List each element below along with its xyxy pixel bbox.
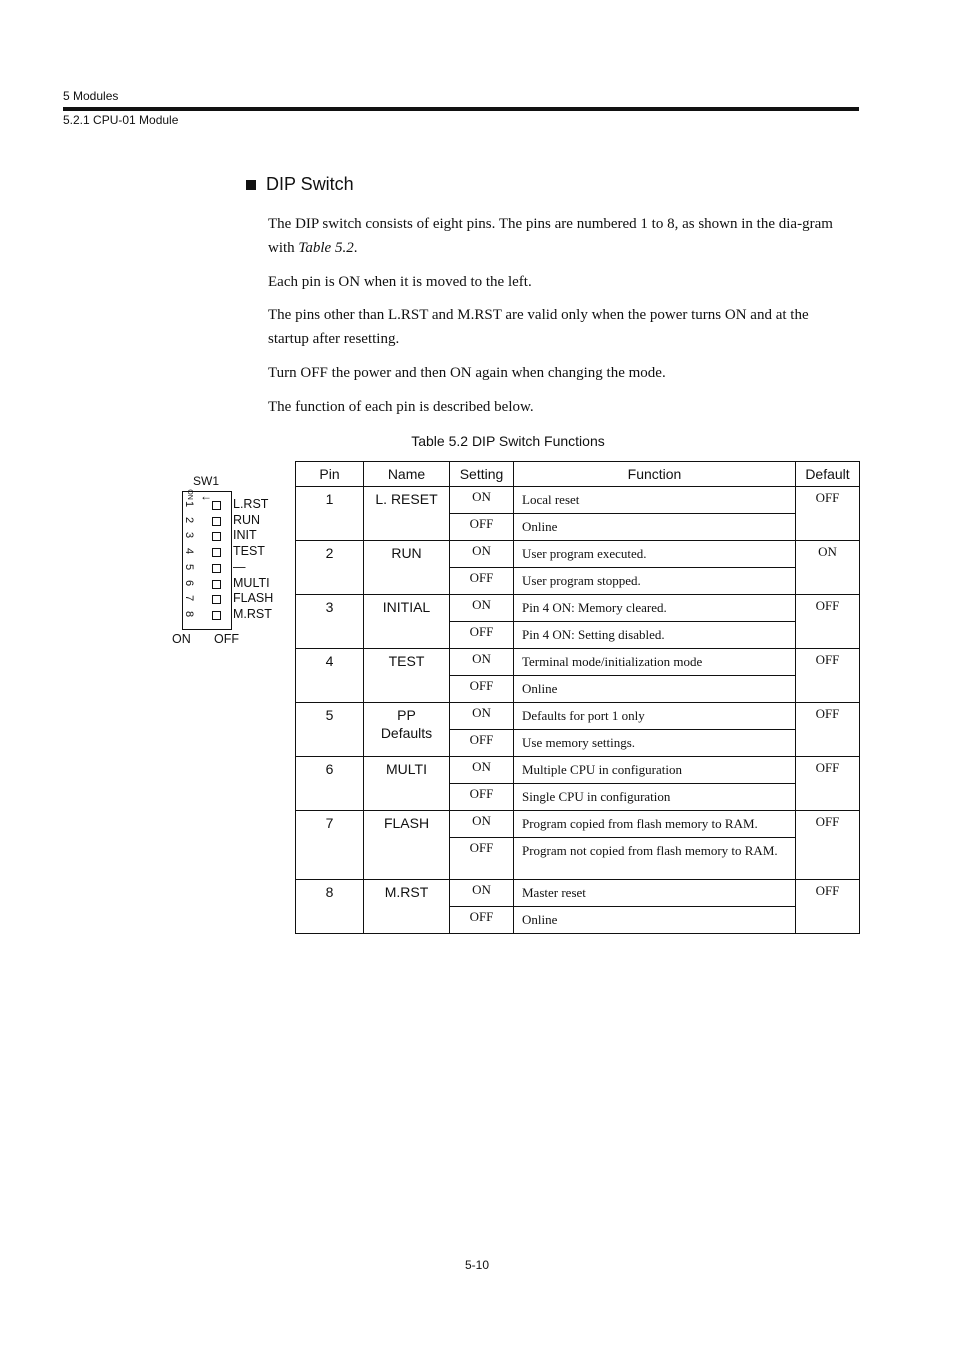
function-description: Single CPU in configuration (514, 784, 796, 811)
default-value: OFF (796, 595, 860, 649)
switch-pin-label: INIT (233, 528, 257, 543)
function-description: Terminal mode/initialization mode (514, 649, 796, 676)
switch-pin-label: FLASH (233, 591, 274, 606)
default-value: OFF (796, 703, 860, 757)
default-value: OFF (796, 649, 860, 703)
pin-number: 7 (296, 811, 364, 880)
table-reference: Table 5.2 (298, 240, 354, 256)
setting-value: ON (450, 757, 514, 784)
header-chapter: 5 Modules (63, 89, 119, 103)
table-row (296, 811, 860, 838)
table-row (296, 757, 860, 784)
function-description: Online (514, 676, 796, 703)
pin-name: INITIAL (364, 595, 450, 649)
switch-off-label: OFF (214, 632, 239, 646)
function-description: Defaults for port 1 only (514, 703, 796, 730)
setting-value: ON (450, 811, 514, 838)
pin-name: M.RST (364, 880, 450, 934)
default-value: OFF (796, 811, 860, 880)
section-heading (246, 174, 354, 195)
dip-switch-table (295, 461, 860, 934)
setting-value: OFF (450, 676, 514, 703)
pin-number: 6 (296, 757, 364, 811)
bullet-square-icon (246, 180, 256, 190)
paragraph-2: Each pin is ON when it is moved to the left. (268, 274, 532, 290)
switch-pin (212, 564, 221, 573)
pin-name: MULTI (364, 757, 450, 811)
switch-pin-label: — (233, 559, 246, 574)
header-function: Function (514, 462, 796, 487)
page-number: 5-10 (464, 1258, 490, 1272)
switch-pin-number: 4 (183, 548, 195, 555)
switch-title: SW1 (193, 474, 220, 488)
function-description: Use memory settings. (514, 730, 796, 757)
pin-number: 2 (296, 541, 364, 595)
function-description: Online (514, 907, 796, 934)
function-description: User program executed. (514, 541, 796, 568)
setting-value: ON (450, 487, 514, 514)
switch-pin (212, 611, 221, 620)
function-description: Local reset (514, 487, 796, 514)
function-description: Multiple CPU in configuration (514, 757, 796, 784)
switch-pin (212, 548, 221, 557)
function-description: Master reset (514, 880, 796, 907)
default-value: OFF (796, 757, 860, 811)
function-description: Pin 4 ON: Setting disabled. (514, 622, 796, 649)
setting-value: ON (450, 541, 514, 568)
switch-pin-number: 5 (183, 563, 195, 570)
setting-value: OFF (450, 730, 514, 757)
pin-number: 3 (296, 595, 364, 649)
switch-pin-number: 8 (183, 610, 195, 617)
pin-name: L. RESET (364, 487, 450, 541)
switch-pin (212, 580, 221, 589)
switch-pin-number: 7 (183, 595, 195, 602)
setting-value: OFF (450, 514, 514, 541)
header-rule (63, 107, 859, 111)
table-row (296, 595, 860, 622)
switch-pin (212, 532, 221, 541)
default-value: OFF (796, 880, 860, 934)
header-pin: Pin (296, 462, 364, 487)
header-name: Name (364, 462, 450, 487)
pin-name: RUN (364, 541, 450, 595)
table-row (296, 649, 860, 676)
setting-value: ON (450, 880, 514, 907)
left-arrow-icon: ← (200, 489, 212, 503)
setting-value: ON (450, 703, 514, 730)
function-description: Program not copied from flash memory to RAM. (514, 838, 796, 880)
header-default: Default (796, 462, 860, 487)
table-row (296, 880, 860, 907)
setting-value: OFF (450, 622, 514, 649)
switch-pin-number: 6 (183, 579, 195, 586)
function-description: User program stopped. (514, 568, 796, 595)
switch-pin (212, 595, 221, 604)
header-setting: Setting (450, 462, 514, 487)
paragraph-1-text: The DIP switch consists of eight pins. The pins are numbered 1 to 8, as shown in the dia-gram with (268, 216, 833, 256)
function-description: Pin 4 ON: Memory cleared. (514, 595, 796, 622)
paragraph-3: The pins other than L.RST and M.RST are valid only when the power turns ON and at the startup after resetting. (268, 307, 809, 347)
setting-value: OFF (450, 907, 514, 934)
switch-on-marker: ON (185, 489, 193, 500)
paragraph-5: The function of each pin is described below. (268, 399, 534, 415)
header-section: 5.2.1 CPU-01 Module (63, 113, 179, 127)
pin-name: FLASH (364, 811, 450, 880)
setting-value: ON (450, 649, 514, 676)
pin-number: 4 (296, 649, 364, 703)
paragraph-1-end: . (353, 240, 358, 256)
table-header-row (296, 462, 860, 487)
switch-pin-label: RUN (233, 512, 261, 527)
pin-number: 5 (296, 703, 364, 757)
setting-value: OFF (450, 784, 514, 811)
switch-on-label: ON (172, 632, 191, 646)
table-row (296, 703, 860, 730)
default-value: ON (796, 541, 860, 595)
switch-pin-number: 3 (183, 532, 195, 539)
paragraph-4: Turn OFF the power and then ON again when changing the mode. (268, 365, 666, 381)
switch-pin-label: M.RST (233, 606, 272, 621)
pin-name: TEST (364, 649, 450, 703)
table-caption: Table 5.2 DIP Switch Functions (411, 433, 605, 449)
section-heading-text: DIP Switch (266, 174, 354, 194)
pin-number: 1 (296, 487, 364, 541)
table-row (296, 487, 860, 514)
paragraph-1 (268, 212, 853, 260)
setting-value: ON (450, 595, 514, 622)
setting-value: OFF (450, 838, 514, 880)
switch-pin (212, 517, 221, 526)
switch-pin (212, 501, 221, 510)
pin-number: 8 (296, 880, 364, 934)
function-description: Online (514, 514, 796, 541)
switch-pin-label: L.RST (233, 497, 269, 511)
switch-pin-label: MULTI (233, 575, 270, 590)
switch-pin-number: 1 (183, 500, 195, 508)
setting-value: OFF (450, 568, 514, 595)
table-row (296, 541, 860, 568)
pin-name: PP Defaults (364, 703, 450, 757)
switch-pin-label: TEST (233, 544, 265, 559)
function-description: Program copied from flash memory to RAM. (514, 811, 796, 838)
default-value: OFF (796, 487, 860, 541)
switch-pin-number: 2 (183, 516, 195, 523)
